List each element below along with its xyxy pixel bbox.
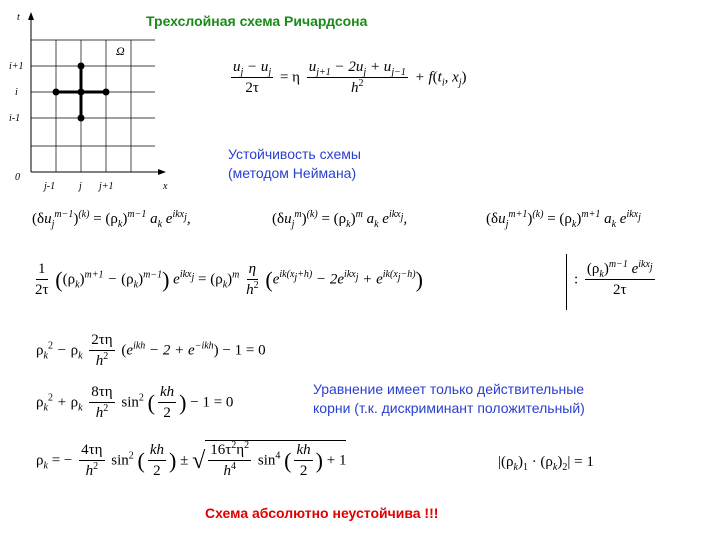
harmonic-substitution-3: $(\delta u_j^{m+1})^{(k)} = (\rho_k)^{m+1}$ $a_k$ $e^{ikx_j}$	[486, 209, 641, 230]
origin-label: 0	[15, 172, 20, 183]
roots-formula: $\rho_k$ = − $\frac{4\tau\eta}{h^2}$ $\sin^2$ ( $\frac{kh}{2}$ ) ± √ $\frac{16\tau^2\eta^2}{h^4}$ $\sin^4$ ( $\frac{kh}{2}$ ) + 1	[36, 440, 347, 479]
axis-t-label: t	[17, 12, 20, 23]
col-label-j-minus-1: j-1	[44, 181, 56, 192]
divider-bar	[566, 254, 567, 310]
col-label-j-plus-1: j+1	[99, 181, 114, 192]
verdict-text: Схема абсолютно неустойчива !!!	[205, 505, 439, 521]
row-label-i-plus-1: i+1	[9, 61, 24, 72]
row-label-i-minus-1: i-1	[9, 113, 21, 124]
row-label-i: i	[15, 87, 18, 98]
stability-note-line-1: Устойчивость схемы	[228, 146, 361, 162]
omega-label: Ω	[116, 44, 125, 58]
characteristic-equation-sin: $\rho_k^2 + \rho_k$ $\frac{8\tau\eta}{h^2}$ $\sin^2$ ( $\frac{kh}{2}$ ) − 1 = 0	[36, 384, 234, 421]
col-label-j: j	[79, 181, 82, 192]
divide-by-term: : $\frac{(\rho_k)^{m-1} e^{ikx_j}}{2\tau}$	[574, 259, 653, 298]
axis-x-label: x	[163, 181, 168, 192]
stability-note	[228, 145, 361, 183]
root-product: $|(\rho_k)_1 \cdot (\rho_k)_2| = 1$	[498, 454, 594, 473]
harmonic-substitution-1: $(\delta u_j^{m-1})^{(k)} = (\rho_k)^{m-1}$ $a_k$ $e^{ikx_j}$,	[32, 209, 191, 230]
slide-title: Трехслойная схема Ричардсона	[146, 13, 368, 29]
characteristic-equation: $\rho_k^2 - \rho_k$ $\frac{2\tau\eta}{h^2}$ $(e^{ikh} - 2 + e^{-ikh}) - 1 = 0$	[36, 332, 266, 369]
harmonic-substitution-2: $(\delta u_j^m)^{(k)} = (\rho_k)^m$ $a_k$ $e^{ikx_j}$,	[272, 209, 408, 230]
stencil-axes	[31, 16, 160, 172]
stability-note-line-2: (методом Неймана)	[228, 165, 357, 181]
real-roots-note	[313, 380, 585, 418]
stencil-grid	[31, 40, 155, 172]
substituted-equation: $\frac{1}{2\tau}$ $((\rho_k)^{m+1} - (\rho_k)^{m-1}) e^{ikx_j} = (\rho_k)^m$ $\frac{\eta}{h^2}$ $(e^{ik(x_j+h)} - 2e^{ikx_j} + e^{ik(x_j-h)})$	[35, 261, 423, 298]
real-roots-note-line-1: Уравнение имеет только действительные	[313, 381, 585, 397]
t-axis-arrow	[28, 12, 34, 20]
x-axis-arrow	[158, 169, 166, 175]
stencil-diagram	[0, 0, 180, 200]
real-roots-note-line-2: корни (т.к. дискриминант положительный)	[313, 400, 585, 416]
scheme-equation: $\frac{u_j - u_j}{2\tau}$ = η $\frac{u_{j+1} - 2u_j + u_{j-1}}{h^2}$ + $f(t_i$, $x_j$)	[233, 59, 467, 96]
